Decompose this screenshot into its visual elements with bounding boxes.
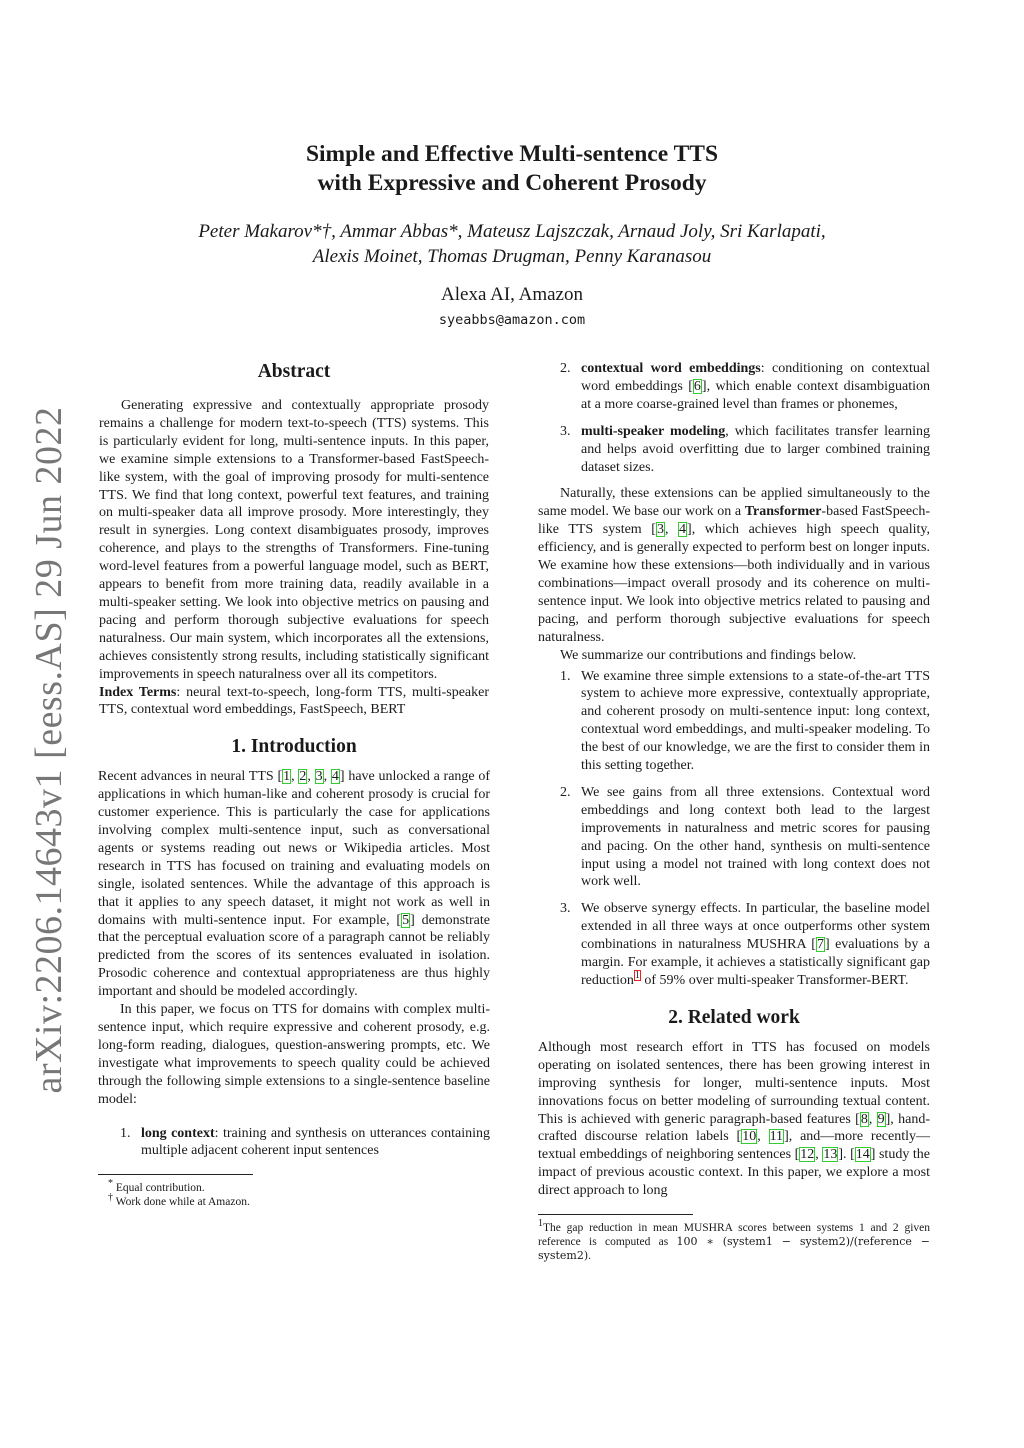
list-term: multi-speaker modeling	[581, 423, 726, 439]
list-text: : training and synthesis on utterances containing multiple adjacent coherent input sentences	[141, 1125, 490, 1159]
intro-text: ] demonstrate that the perceptual evaluation score of a paragraph cannot be reliably predicted from the scores of its sentences evaluated in isolation. Prosodic coherence and contextual appropriateness are thus highly important and should be modeled accordingly.	[98, 912, 490, 1000]
list-number: 2.	[560, 361, 571, 376]
arxiv-identifier: arXiv:2206.14643v1 [eess.AS] 29 Jun 2022	[28, 406, 70, 1094]
citation-link[interactable]: 10	[742, 1129, 757, 1145]
footnote-reference-link[interactable]: 1	[634, 970, 640, 982]
citation-link[interactable]: 3	[315, 769, 323, 785]
citation-link[interactable]: 5	[402, 912, 410, 928]
list-item	[538, 668, 930, 775]
list-text: We observe synergy effects. In particular, the baseline model extended in all three ways at once outperforms other system combinations in naturalness MUSHRA [	[581, 901, 930, 953]
contributions-list	[538, 668, 930, 990]
title-line-2: with Expressive and Coherent Prosody	[317, 170, 707, 196]
intro-text: ], which achieves high speech quality, efficiency, and is generally expected to perform best on longer inputs. We examine how these extensions—both individually and in various combinations—impact overall prosody and its coherence on multi-sentence input. We look into objective metrics related to pausing and pacing, and perform thorough subjective evaluations for speech naturalness.	[538, 522, 931, 645]
intro-text: Naturally, these extensions can be applied simultaneously to the same model. We base our work on a	[538, 486, 930, 520]
index-terms-label: Index Terms	[99, 684, 177, 700]
footnote-mark: *	[108, 1178, 113, 1190]
related-text: Although most research effort in TTS has focused on models operating on isolated sentences, there has been growing interest in improving synthesis for longer, multi-sentence inputs. Most innovations focus on better modeling of surrounding textual content. This is achieved with generic paragraph-based features [	[538, 1039, 930, 1127]
citation-link[interactable]: 9	[877, 1111, 885, 1127]
list-item	[538, 784, 930, 891]
author-list	[0, 220, 1024, 269]
authors-line-1: Peter Makarov*†, Ammar Abbas*, Mateusz Lajszczak, Arnaud Joly, Sri Karlapati,	[198, 221, 826, 242]
citation-separator: ,	[323, 769, 331, 785]
footnote-text: Equal contribution.	[115, 1182, 205, 1195]
citation-link[interactable]: 12	[800, 1147, 815, 1163]
intro-text: ] have unlocked a range of applications in which human-like and coherent prosody is crucial for customer experience. This is particularly the case for applications involving complex multi-sentence input, such as conversational agents or systems reading out news or Wikipedia articles. Most research in TTS has focused on training and evaluating models on single, isolated sentences. While the advantage of this approach is that it applies to any speech dataset, it might not work as well in domains with multi-sentence input. For example, [	[98, 769, 491, 928]
list-text: , which facilitates transfer learning and helps avoid overfitting due to larger combined training dataset sizes.	[581, 423, 930, 475]
intro-text: Recent advances in neural TTS [	[98, 769, 283, 785]
affiliation: Alexa AI, Amazon	[441, 284, 583, 305]
citation-separator: ,	[868, 1111, 877, 1127]
related-text: ], and—more recently—textual embeddings of neighboring sentences [	[538, 1129, 930, 1163]
list-number: 3.	[560, 423, 571, 439]
citation-link[interactable]: 4	[679, 522, 687, 538]
intro-paragraph-3	[538, 485, 930, 646]
list-item	[538, 423, 930, 477]
list-number: 2.	[560, 784, 571, 800]
citation-separator: ,	[815, 1147, 823, 1163]
footnote-formula: 100 ∗ (system1 − system2)/(reference − system2)	[538, 1235, 931, 1263]
introduction-heading: 1. Introduction	[231, 736, 357, 758]
citation-link[interactable]: 11	[769, 1129, 784, 1145]
index-terms	[98, 684, 490, 720]
list-text: We examine three simple extensions to a state-of-the-art TTS system to achieve more expressive, contextually appropriate, and coherent prosody on multi-sentence input: long context, contextual word embeddings, and multi-speaker modeling. To the best of our knowledge, we are the first to consider them in this setting together.	[581, 668, 930, 774]
footnote-rule	[538, 1214, 693, 1215]
arxiv-sidebar	[18, 406, 80, 1094]
list-text: of 59% over multi-speaker Transformer-BERT.	[640, 973, 909, 988]
citation-link[interactable]: 7	[816, 937, 824, 953]
citation-link[interactable]: 13	[823, 1147, 838, 1163]
extensions-list-continued	[538, 360, 930, 476]
left-column	[98, 360, 490, 1209]
list-term: contextual word embeddings	[581, 361, 761, 376]
intro-text: -based FastSpeech-like TTS system [	[538, 504, 930, 538]
citation-separator: ,	[664, 522, 679, 538]
related-text: ] study the impact of previous acoustic context. In this paper, we explore a most direct approach to long	[538, 1147, 931, 1199]
list-number: 1.	[120, 1125, 131, 1141]
citation-separator: ,	[757, 1129, 769, 1145]
list-text: ] evaluations by a margin. For example, it achieves a statistically significant gap reduction	[581, 937, 930, 988]
list-number: 3.	[560, 901, 571, 917]
footnote-rule	[98, 1174, 253, 1175]
citation-link[interactable]: 2	[299, 769, 307, 785]
citation-separator: ,	[307, 769, 315, 785]
footnote-text: The gap reduction in mean MUSHRA scores between systems 1 and 2 given reference is computed as	[538, 1222, 930, 1249]
citation-link[interactable]: 1	[283, 769, 291, 785]
footnote	[98, 1178, 490, 1195]
right-column	[538, 360, 930, 1263]
footnote-text: Work done while at Amazon.	[115, 1196, 250, 1209]
extensions-list	[98, 1125, 490, 1161]
contact-email: syeabbs@amazon.com	[438, 312, 586, 328]
authors-line-2: Alexis Moinet, Thomas Drugman, Penny Karanasou	[312, 245, 712, 267]
list-item	[98, 1125, 490, 1161]
citation-separator: ,	[291, 769, 299, 785]
list-text: ], which enable context disambiguation at a more coarse-grained level than frames or phonemes,	[581, 378, 930, 412]
list-text: We see gains from all three extensions. Contextual word embeddings and long context both lead to the largest improvements in naturalness and metric scores for pausing and pacing. On the other hand, synthesis on multi-sentence input using a model not trained with long context does not work well.	[581, 784, 930, 890]
list-item	[538, 360, 930, 414]
intro-paragraph-1	[98, 768, 490, 1001]
title-line-1: Simple and Effective Multi-sentence TTS	[305, 141, 719, 167]
footnote-gap-reduction	[538, 1218, 931, 1263]
list-number: 1.	[560, 668, 571, 684]
footnote	[98, 1192, 490, 1209]
footnote-text: .	[588, 1250, 592, 1263]
related-work-paragraph	[538, 1039, 930, 1200]
list-text: : conditioning on contextual word embeddings [	[581, 361, 930, 394]
intro-paragraph-4: We summarize our contributions and findings below.	[560, 647, 857, 663]
footnote-mark: 1	[538, 1218, 543, 1230]
index-terms-text: : neural text-to-speech, long-form TTS, multi-speaker TTS, contextual word embeddings, FastSpeech, BERT	[99, 684, 489, 718]
related-text: ]. [	[838, 1147, 855, 1163]
intro-paragraph-2: In this paper, we focus on TTS for domains with complex multi-sentence input, which require expressive and coherent prosody, e.g. long-form reading, dialogues, question-answering prompts, etc. We investigate what improvements to speech quality could be achieved through the following simple extensions to a single-sentence baseline model:	[98, 1002, 490, 1107]
citation-link[interactable]: 3	[656, 522, 664, 538]
related-text: ], hand-crafted discourse relation labels [	[538, 1111, 931, 1145]
list-term: long context	[141, 1125, 215, 1141]
abstract-text: Generating expressive and contextually appropriate prosody remains a challenge for modern text-to-speech (TTS) systems. This is particularly evident for long, multi-sentence inputs. In this paper, we examine simple extensions to a Transformer-based FastSpeech-like system, with the goal of improving prosody for multi-sentence TTS. We find that long context, powerful text features, and training on multi-speaker data all improve prosody. More interestingly, they result in synergies. Long context disambiguates prosody, improves coherence, and plays to the strengths of Transformers. Fine-tuning word-level features from a powerful language model, such as BERT, appears to benefit from more training data, readily available in a multi-speaker setting. We look into objective metrics on pausing and pacing and perform thorough subjective evaluations for speech naturalness. Our main system, which incorporates all the extensions, achieves consistently strong results, including statistically significant improvements in speech naturalness over all its competitors.	[99, 398, 489, 682]
list-item	[538, 900, 930, 990]
footnote-mark: †	[108, 1192, 113, 1204]
citation-link[interactable]: 14	[855, 1147, 870, 1163]
citation-link[interactable]: 4	[331, 769, 339, 785]
abstract-heading: Abstract	[257, 361, 331, 382]
bold-term: Transformer	[744, 504, 822, 520]
related-work-heading: 2. Related work	[668, 1006, 800, 1028]
citation-link[interactable]: 8	[860, 1111, 868, 1127]
citation-link[interactable]: 6	[693, 378, 701, 394]
paper-title	[0, 140, 1024, 198]
abstract	[98, 397, 490, 719]
